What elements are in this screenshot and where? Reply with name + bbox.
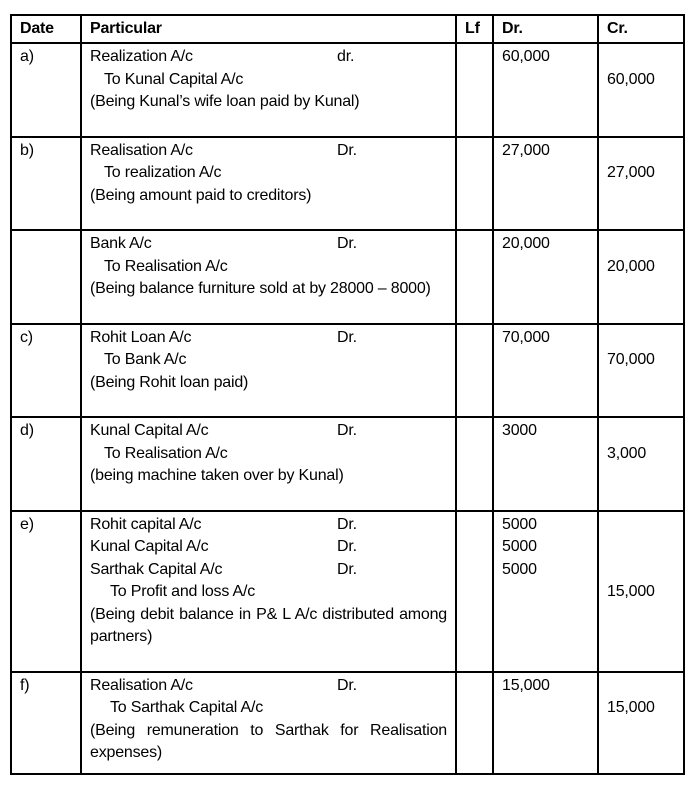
narration-line: (Being amount paid to creditors) — [90, 186, 312, 204]
entry-id: c) — [20, 328, 33, 346]
dr-amount: 70,000 — [502, 328, 550, 346]
dr-amount: 5000 — [502, 515, 537, 533]
dr-cell — [493, 43, 598, 137]
credit-line: To Profit and loss A/c — [110, 583, 256, 600]
journal-entry-e — [11, 511, 684, 672]
cr-amount: 15,000 — [607, 699, 655, 716]
lf-cell — [456, 230, 493, 324]
entry-id-cell — [11, 230, 81, 324]
account-name: Realisation A/c — [90, 141, 193, 159]
entry-id-cell — [11, 672, 81, 774]
dr-amount: 60,000 — [502, 48, 550, 65]
entry-id: b) — [20, 141, 34, 159]
header-date: Date — [11, 15, 81, 43]
dr-label: Dr. — [337, 676, 357, 694]
journal-entry-a — [11, 43, 684, 137]
account-name: Bank A/c — [90, 235, 152, 252]
dr-cell — [493, 417, 598, 511]
cr-cell — [598, 417, 684, 511]
journal-entry-f — [11, 672, 684, 774]
account-name: Realization A/c — [90, 48, 193, 65]
dr-label: Dr. — [337, 422, 357, 439]
account-name: Kunal Capital A/c — [90, 538, 209, 555]
particular-cell — [81, 324, 456, 418]
cr-amount: 60,000 — [607, 70, 655, 88]
account-name: Realisation A/c — [90, 676, 193, 694]
account-name: Rohit Loan A/c — [90, 328, 192, 346]
particular-cell — [81, 672, 456, 774]
entry-id: a) — [20, 48, 34, 65]
narration-line: (Being remuneration to Sarthak for Realisation expenses) — [90, 721, 447, 761]
cr-cell — [598, 324, 684, 418]
cr-cell — [598, 43, 684, 137]
dr-label: Dr. — [337, 538, 357, 555]
dr-cell — [493, 324, 598, 418]
header-row — [11, 15, 684, 43]
dr-label: dr. — [337, 48, 355, 65]
debit-line — [90, 514, 447, 537]
narration-line: (Being Kunal’s wife loan paid by Kunal) — [90, 93, 360, 110]
lf-cell — [456, 137, 493, 231]
dr-cell — [493, 672, 598, 774]
entry-id: e) — [20, 515, 34, 533]
cr-amount: 70,000 — [607, 351, 655, 368]
debit-line — [90, 536, 447, 559]
header-cr: Cr. — [598, 15, 684, 43]
lf-cell — [456, 43, 493, 137]
debit-line — [90, 233, 447, 256]
cr-cell — [598, 672, 684, 774]
entry-id-cell — [11, 417, 81, 511]
entry-id-cell — [11, 43, 81, 137]
dr-label: Dr. — [337, 515, 357, 533]
entry-id: f) — [20, 676, 30, 694]
header-particular: Particular — [81, 15, 456, 43]
cr-amount: 15,000 — [607, 583, 655, 600]
journal-entry-b1 — [11, 137, 684, 231]
particular-cell — [81, 43, 456, 137]
dr-amount: 15,000 — [502, 676, 550, 694]
account-name: Rohit capital A/c — [90, 515, 202, 533]
credit-line: To Sarthak Capital A/c — [110, 699, 264, 716]
debit-line — [90, 140, 447, 163]
narration-line: (Being Rohit loan paid) — [90, 373, 249, 391]
dr-amount: 27,000 — [502, 141, 550, 159]
dr-cell — [493, 230, 598, 324]
header-dr: Dr. — [493, 15, 598, 43]
dr-cell — [493, 511, 598, 672]
particular-cell — [81, 417, 456, 511]
cr-cell — [598, 511, 684, 672]
debit-line — [90, 420, 447, 443]
journal-table — [10, 14, 685, 775]
cr-cell — [598, 137, 684, 231]
particular-cell — [81, 230, 456, 324]
dr-label: Dr. — [337, 328, 357, 346]
lf-cell — [456, 417, 493, 511]
cr-amount: 27,000 — [607, 164, 655, 181]
cr-cell — [598, 230, 684, 324]
dr-amount: 5000 — [502, 538, 537, 555]
entry-id-cell — [11, 137, 81, 231]
narration-line: (being machine taken over by Kunal) — [90, 467, 344, 484]
entry-id — [20, 233, 72, 256]
credit-line: To Kunal Capital A/c — [104, 70, 244, 88]
lf-cell — [456, 672, 493, 774]
journal-entry-c — [11, 324, 684, 418]
debit-line — [90, 559, 447, 582]
journal-entry-b2 — [11, 230, 684, 324]
particular-cell — [81, 511, 456, 672]
entry-id-cell — [11, 511, 81, 672]
dr-label: Dr. — [337, 235, 357, 252]
dr-amount: 5000 — [502, 560, 537, 578]
cr-amount: 20,000 — [607, 257, 655, 275]
account-name: Kunal Capital A/c — [90, 422, 209, 439]
debit-line — [90, 46, 447, 69]
narration-line: (Being balance furniture sold at by 28000 – 8000) — [90, 280, 431, 297]
debit-line — [90, 675, 447, 698]
dr-cell — [493, 137, 598, 231]
credit-line: To Realisation A/c — [104, 257, 228, 275]
entry-id: d) — [20, 422, 34, 439]
header-lf: Lf — [456, 15, 493, 43]
dr-amount: 3000 — [502, 422, 537, 439]
credit-line: To Bank A/c — [104, 351, 187, 368]
cr-amount: 3,000 — [607, 444, 647, 462]
lf-cell — [456, 324, 493, 418]
narration-line: (Being debit balance in P& L A/c distributed among partners) — [90, 605, 447, 645]
journal-entry-d — [11, 417, 684, 511]
dr-label: Dr. — [337, 141, 357, 159]
particular-cell — [81, 137, 456, 231]
credit-line: To realization A/c — [104, 164, 222, 181]
dr-amount: 20,000 — [502, 235, 550, 252]
account-name: Sarthak Capital A/c — [90, 560, 223, 578]
lf-cell — [456, 511, 493, 672]
credit-line: To Realisation A/c — [104, 444, 228, 462]
entry-id-cell — [11, 324, 81, 418]
debit-line — [90, 327, 447, 350]
dr-label: Dr. — [337, 560, 357, 578]
